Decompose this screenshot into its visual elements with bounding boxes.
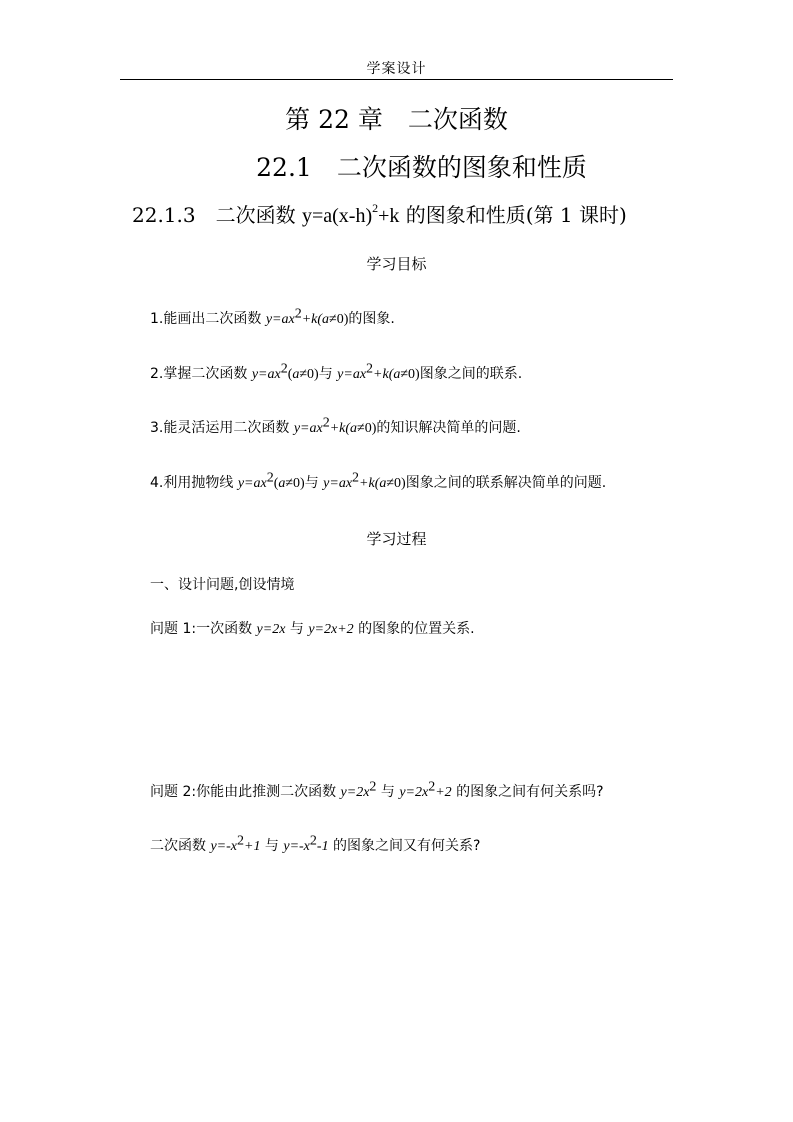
- formula: a: [379, 476, 387, 491]
- formula: y=ax: [237, 476, 267, 491]
- formula: +k(: [359, 476, 380, 491]
- formula: ≠0): [299, 367, 319, 382]
- formula: -1: [316, 839, 329, 854]
- formula: +k(: [373, 367, 394, 382]
- exponent: 2: [369, 779, 377, 795]
- formula: ≠0): [285, 476, 305, 491]
- formula: y=ax: [337, 367, 367, 382]
- header-divider: [120, 79, 673, 80]
- formula: y=ax: [251, 367, 281, 382]
- question-2-connector: 与: [376, 784, 400, 800]
- question-2-tail: 的图象之间有何关系吗?: [451, 784, 604, 800]
- formula: (: [273, 476, 279, 491]
- question-2: [150, 781, 604, 801]
- goal-1-tail: 的图象.: [348, 311, 395, 327]
- exponent: 2: [352, 470, 360, 486]
- goal-4-text: 4.利用抛物线: [150, 475, 238, 491]
- lesson-formula-part-a: y=a(x-h): [301, 205, 373, 227]
- exponent: 2: [428, 779, 436, 795]
- question-3-text: 二次函数: [150, 838, 211, 854]
- formula: +k(: [301, 312, 323, 327]
- formula: ≠0): [386, 476, 406, 491]
- formula: ≠0): [357, 421, 377, 436]
- goal-item-4: [150, 472, 606, 492]
- formula: a: [393, 367, 401, 382]
- formula: ≠0): [329, 312, 349, 327]
- lesson-title-suffix: 的图象和性质(第 1 课时): [399, 203, 627, 227]
- goal-3-text: 3.能灵活运用二次函数: [150, 420, 294, 436]
- question-1-text: 问题 1:一次函数: [150, 621, 257, 637]
- question-3: [150, 835, 480, 855]
- question-1-connector: 与: [285, 621, 309, 637]
- lesson-formula-exponent: 2: [372, 201, 379, 216]
- goals-heading: 学习目标: [366, 255, 427, 273]
- exponent: 2: [237, 833, 244, 849]
- formula: a: [350, 421, 358, 436]
- formula: y=-x: [210, 839, 237, 854]
- formula: y=2x: [256, 622, 286, 637]
- formula: a: [292, 367, 300, 382]
- exponent: 2: [280, 361, 288, 377]
- question-3-tail: 的图象之间又有何关系?: [328, 838, 481, 854]
- formula: y=2x+2: [308, 622, 354, 637]
- exponent: 2: [294, 306, 302, 322]
- formula: +1: [244, 839, 261, 854]
- goal-1-text: 1.能画出二次函数: [150, 311, 266, 327]
- question-2-text: 问题 2:你能由此推测二次函数: [150, 784, 341, 800]
- formula: y=ax: [265, 312, 295, 327]
- question-1-tail: 的图象的位置关系.: [353, 621, 475, 637]
- formula: a: [322, 312, 330, 327]
- formula: +k(: [329, 421, 351, 436]
- formula: y=-x: [283, 839, 310, 854]
- formula: y=ax: [323, 476, 353, 491]
- exponent: 2: [309, 833, 317, 849]
- part-1-heading: 一、设计问题,创设情境: [150, 577, 295, 593]
- goal-2-tail: 图象之间的联系.: [419, 366, 523, 382]
- formula: y=2x: [340, 785, 370, 800]
- exponent: 2: [266, 470, 274, 486]
- formula: y=2x: [399, 785, 429, 800]
- exponent: 2: [322, 415, 330, 431]
- process-heading: 学习过程: [366, 530, 427, 548]
- lesson-title-prefix: 22.1.3 二次函数: [132, 203, 302, 227]
- goal-item-1: [150, 308, 395, 328]
- section-title: 22.1 二次函数的图象和性质: [256, 153, 587, 182]
- chapter-title: 第 22 章 二次函数: [285, 105, 508, 134]
- goal-4-connector: 与: [304, 475, 324, 491]
- lesson-formula-part-b: +k: [378, 205, 400, 227]
- formula: (: [287, 367, 293, 382]
- question-3-connector: 与: [260, 838, 284, 854]
- goal-2-connector: 与: [318, 366, 338, 382]
- exponent: 2: [366, 361, 374, 377]
- question-1: [150, 618, 475, 638]
- goal-item-2: [150, 363, 522, 383]
- lesson-formula: [301, 201, 400, 227]
- formula: y=ax: [293, 421, 323, 436]
- formula: ≠0): [400, 367, 420, 382]
- goal-3-tail: 的知识解决简单的问题.: [376, 420, 521, 436]
- goal-2-text: 2.掌握二次函数: [150, 366, 252, 382]
- goal-4-tail: 图象之间的联系解决简单的问题.: [405, 475, 607, 491]
- lesson-title: [132, 199, 627, 228]
- formula: +2: [435, 785, 452, 800]
- goal-item-3: [150, 417, 521, 437]
- formula: a: [278, 476, 286, 491]
- page-header: 学案设计: [366, 61, 427, 77]
